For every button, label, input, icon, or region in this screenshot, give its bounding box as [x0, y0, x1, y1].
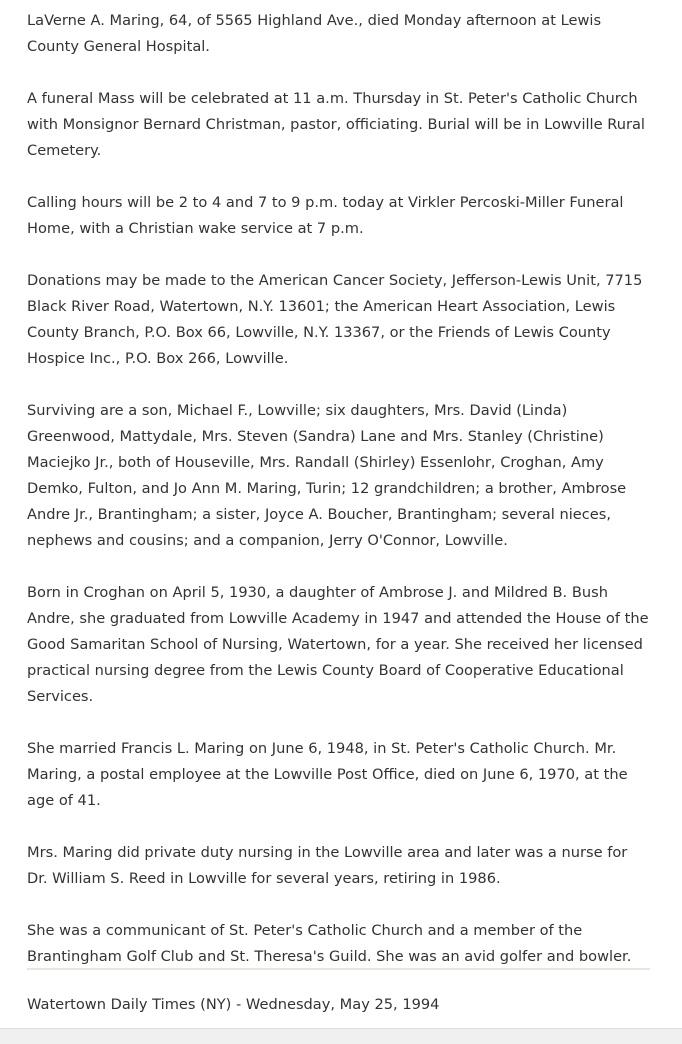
- page-footer-strip: [0, 1028, 682, 1044]
- paragraph-career: Mrs. Maring did private duty nursing in the Lowville area and later was a nurse for Dr. William S. Reed in Lowville for several years, retiring in 1986.: [27, 844, 628, 887]
- paragraph-death-notice: LaVerne A. Maring, 64, of 5565 Highland Ave., died Monday afternoon at Lewis County General Hospital.: [27, 12, 602, 55]
- paragraph-survivors: Surviving are a son, Michael F., Lowville; six daughters, Mrs. David (Linda) Greenwood, Mattydale, Mrs. Steven (Sandra) Lane and Mrs. Stanley (Christine) Maciejko Jr., both of Houseville, Mrs. Randall (Shirley) Essenlohr, Croghan, Amy Demko, Fulton, and Jo Ann M. Maring, Turin; 12 grandchildren; a brother, Ambrose Andre Jr., Brantingham; a sister, Joyce A. Boucher, Brantingham; several nieces, nephews and cousins; and a companion, Jerry O'Connor, Lowville.: [27, 402, 627, 549]
- obituary-body: [27, 8, 652, 996]
- source-citation: Watertown Daily Times (NY) - Wednesday, May 25, 1994: [27, 996, 440, 1013]
- paragraph-memberships: She was a communicant of St. Peter's Catholic Church and a member of the Brantingham Golf Club and St. Theresa's Guild. She was an avid golfer and bowler.: [27, 922, 632, 965]
- paragraph-biography: Born in Croghan on April 5, 1930, a daughter of Ambrose J. and Mildred B. Bush Andre, she graduated from Lowville Academy in 1947 and attended the House of the Good Samaritan School of Nursing, Watertown, for a year. She received her licensed practical nursing degree from the Lewis County Board of Cooperative Educational Services.: [27, 584, 649, 705]
- paragraph-calling-hours: Calling hours will be 2 to 4 and 7 to 9 p.m. today at Virkler Percoski-Miller Funeral Home, with a Christian wake service at 7 p.m.: [27, 194, 624, 237]
- paragraph-donations: Donations may be made to the American Cancer Society, Jefferson-Lewis Unit, 7715 Black River Road, Watertown, N.Y. 13601; the American Heart Association, Lewis County Branch, P.O. Box 66, Lowville, N.Y. 13367, or the Friends of Lewis County Hospice Inc., P.O. Box 266, Lowville.: [27, 272, 643, 367]
- paragraph-marriage: She married Francis L. Maring on June 6, 1948, in St. Peter's Catholic Church. Mr. Maring, a postal employee at the Lowville Post Office, died on June 6, 1970, at the age of 41.: [27, 740, 628, 809]
- section-divider: [27, 968, 650, 970]
- paragraph-funeral-mass: A funeral Mass will be celebrated at 11 a.m. Thursday in St. Peter's Catholic Church with Monsignor Bernard Christman, pastor, officiating. Burial will be in Lowville Rural Cemetery.: [27, 90, 645, 159]
